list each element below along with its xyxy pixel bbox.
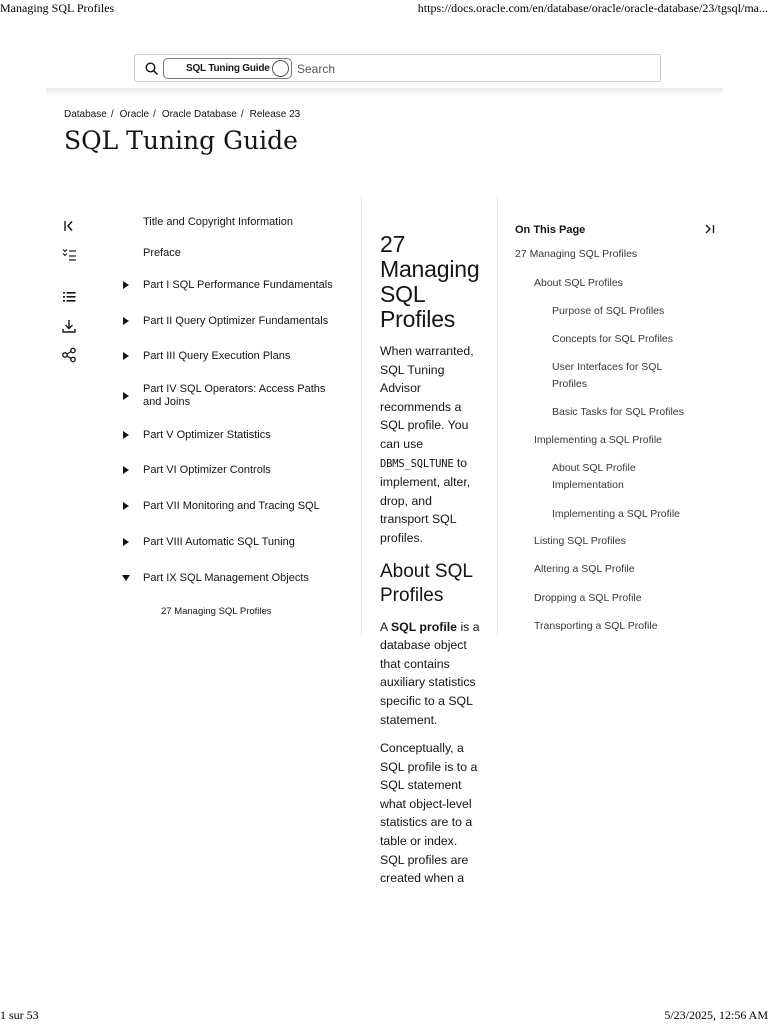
search-scope-chip[interactable] (163, 58, 292, 79)
list-icon[interactable] (58, 287, 80, 307)
search-input[interactable] (297, 59, 647, 78)
caret-right-icon[interactable] (122, 352, 130, 360)
definition-start: A (380, 619, 388, 634)
toc-item-label: Part III Query Execution Plans (143, 350, 291, 362)
otp-link[interactable]: Altering a SQL Profile (534, 563, 635, 575)
caret-right-icon[interactable] (122, 502, 130, 510)
package-code: DBMS_SQLTUNE (380, 457, 454, 470)
collapse-left-icon[interactable] (58, 216, 80, 236)
toc-item-label: Preface (143, 247, 181, 259)
breadcrumb-oracle-database[interactable]: Oracle Database (161, 109, 237, 120)
search-scope-label: SQL Tuning Guide (186, 63, 270, 74)
toc-item-label: Part IX SQL Management Objects (143, 572, 309, 584)
toc-current-subitem[interactable]: 27 Managing SQL Profiles (161, 606, 272, 617)
definition-text: is a database object that contains auxiliary statistics specific to a SQL statement. (380, 619, 480, 727)
toc-item-label: Part V Optimizer Statistics (143, 429, 271, 441)
header-shadow (46, 88, 723, 96)
otp-link[interactable]: About SQL Profiles (534, 277, 623, 289)
breadcrumb-separator: / (110, 109, 114, 120)
otp-link[interactable]: 27 Managing SQL Profiles (515, 248, 638, 260)
print-page-url: https://docs.oracle.com/en/database/oracle/oracle-database/23/tgsql/ma... (417, 1, 768, 15)
chapter-title: 27 Managing SQL Profiles (380, 231, 480, 332)
definition-paragraph (380, 618, 480, 730)
section-title: About SQL Profiles (380, 560, 473, 606)
otp-link[interactable]: Purpose of SQL Profiles (552, 305, 665, 317)
print-header (0, 0, 768, 18)
share-icon[interactable] (58, 345, 80, 365)
breadcrumb-release[interactable]: Release 23 (249, 109, 301, 120)
book-title: SQL Tuning Guide (64, 126, 298, 155)
breadcrumb-separator: / (153, 109, 156, 120)
toc-item-label: Title and Copyright Information (143, 216, 293, 228)
otp-link[interactable]: Basic Tasks for SQL Profiles (552, 406, 684, 418)
intro-paragraph (380, 342, 480, 548)
otp-link[interactable]: Dropping a SQL Profile (534, 592, 642, 604)
otp-link[interactable]: About SQL Profile Implementation (552, 462, 636, 491)
caret-down-icon[interactable] (122, 574, 130, 582)
intro-text-end: to implement, alter, drop, and transport SQL profiles. (380, 455, 471, 545)
search-icon[interactable] (144, 61, 160, 77)
otp-link[interactable]: Implementing a SQL Profile (534, 434, 663, 446)
print-page-number: 1 sur 53 (0, 1008, 39, 1022)
breadcrumb (64, 109, 300, 120)
toc-item-label: Part II Query Optimizer Fundamentals (143, 315, 329, 327)
print-page-title: Managing SQL Profiles (0, 1, 115, 15)
collapse-right-icon[interactable] (703, 222, 717, 236)
toc-item-label: Part I SQL Performance Fundamentals (143, 279, 333, 291)
divider (361, 196, 362, 636)
caret-right-icon[interactable] (122, 538, 130, 546)
breadcrumb-database[interactable]: Database (64, 109, 107, 120)
caret-right-icon[interactable] (122, 431, 130, 439)
otp-link[interactable]: Concepts for SQL Profiles (552, 333, 673, 345)
otp-link[interactable]: User Interfaces for SQL Profiles (552, 361, 662, 390)
print-datetime: 5/23/2025, 12:56 AM (664, 1008, 768, 1022)
caret-right-icon[interactable] (122, 281, 130, 289)
expand-toc-icon[interactable] (58, 245, 80, 265)
caret-right-icon[interactable] (122, 466, 130, 474)
divider (497, 196, 498, 636)
toc-item-label: Part IV SQL Operators: Access Paths and Joins (143, 383, 326, 408)
search-bar (134, 54, 661, 82)
toc-item-label: Part VIII Automatic SQL Tuning (143, 536, 295, 548)
download-icon[interactable] (58, 316, 80, 336)
print-footer (0, 1006, 768, 1024)
otp-link[interactable]: Transporting a SQL Profile (534, 620, 658, 632)
otp-link[interactable]: Implementing a SQL Profile (552, 508, 681, 520)
scope-toggle-icon[interactable] (272, 60, 289, 77)
definition-term: SQL profile (390, 619, 458, 634)
breadcrumb-separator: / (240, 109, 244, 120)
otp-link[interactable]: Listing SQL Profiles (534, 535, 626, 547)
toc-item-label: Part VI Optimizer Controls (143, 464, 271, 476)
intro-text: When warranted, SQL Tuning Advisor recommends a SQL profile. You can use (380, 344, 474, 451)
caret-right-icon[interactable] (122, 392, 130, 400)
article (380, 232, 480, 888)
caret-right-icon[interactable] (122, 317, 130, 325)
concept-paragraph: Conceptually, a SQL profile is to a SQL statement what object-level statistics are to a table or index. SQL profiles are created when a (380, 741, 478, 886)
on-this-page-heading: On This Page (515, 224, 586, 236)
breadcrumb-oracle[interactable]: Oracle (119, 109, 150, 120)
toc-item-label: Part VII Monitoring and Tracing SQL (143, 500, 320, 512)
